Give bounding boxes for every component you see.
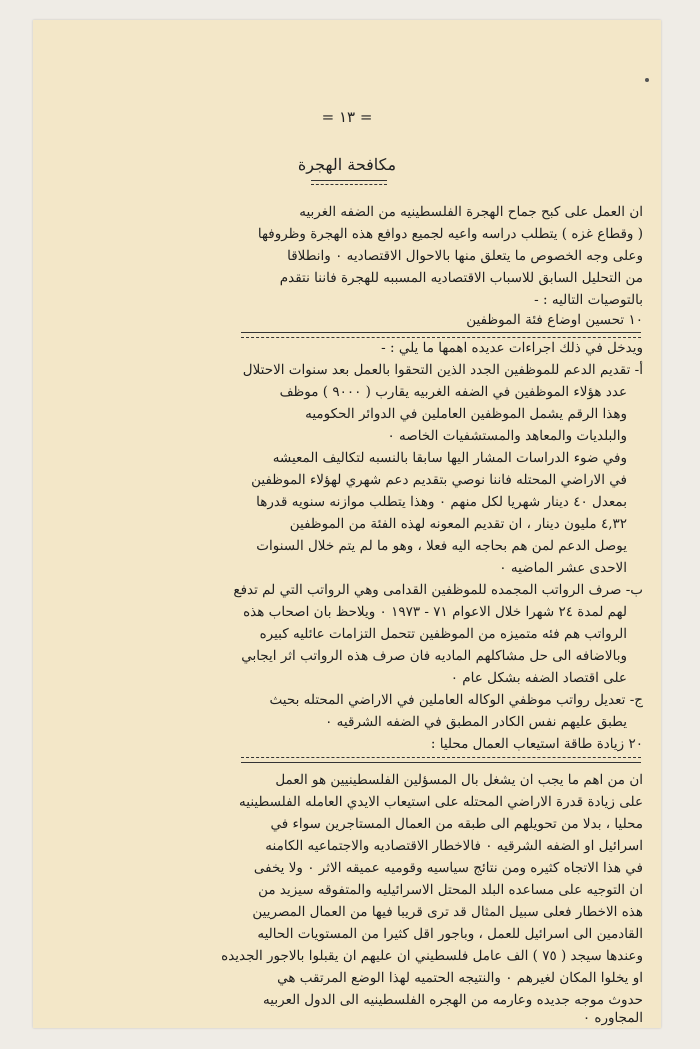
section1-line: على اقتصاد الضفه بشكل عام ٠ bbox=[450, 670, 627, 686]
section2-line: ان من اهم ما يجب ان يشغل بال المسؤلين الفلسطينيين هو العمل bbox=[275, 772, 643, 788]
section1-line: عدد هؤلاء الموظفين في الضفه الغربيه يقارب ( ٩٠٠٠ ) موظف bbox=[279, 384, 627, 400]
intro-line: وعلى وجه الخصوص ما يتعلق منها بالاحوال الاقتصاديه ٠ وانطلاقا bbox=[287, 248, 643, 264]
section1-line: في الاراضي المحتله فاننا نوصي بتقديم دعم شهري لهؤلاء الموظفين bbox=[251, 472, 627, 488]
section-heading-2: ٢٠ زيادة طاقة استيعاب العمال محليا : bbox=[430, 736, 643, 752]
intro-line: ( وقطاع غزه ) يتطلب دراسه واعيه لجميع دوافع هذه الهجرة وظروفها bbox=[257, 226, 643, 242]
document-page bbox=[33, 20, 661, 1028]
section1-line: ج- تعديل رواتب موظفي الوكاله العاملين في الاراضي المحتله بحيث bbox=[269, 692, 643, 708]
section1-line: وفي ضوء الدراسات المشار اليها سابقا بالنسبه لتكاليف المعيشه bbox=[272, 450, 627, 466]
page-number: = ١٣ = bbox=[321, 108, 373, 126]
intro-line: ان العمل على كبح جماح الهجرة الفلسطينيه من الضفه الغربيه bbox=[299, 204, 643, 220]
intro-line: من التحليل السابق للاسباب الاقتصاديه المسببه للهجرة فاننا نتقدم bbox=[279, 270, 643, 286]
section1-line: وهذا الرقم يشمل الموظفين العاملين في الدوائر الحكوميه bbox=[305, 406, 627, 422]
section2-line: على زيادة قدرة الاراضي المحتله على استيعاب الايدي العامله الفلسطينيه bbox=[239, 794, 643, 810]
section1-line: لهم لمدة ٢٤ شهرا خلال الاعوام ٧١ - ١٩٧٣ ٠ ويلاحظ بان اصحاب هذه bbox=[243, 604, 627, 620]
section1-line: ويدخل في ذلك اجراءات عديده اهمها ما يلي : - bbox=[381, 340, 643, 356]
section1-line: الاحدى عشر الماضيه ٠ bbox=[499, 560, 627, 576]
section2-line: اسرائيل او الضفه الشرقيه ٠ فالاخطار الاقتصاديه والاجتماعيه الكامنه bbox=[265, 838, 643, 854]
section2-line: هذه الاخطار فعلى سبيل المثال قد ترى قريبا فيها من العمال المصريين bbox=[252, 904, 643, 920]
section2-line: محليا ، بدلا من تحويلهم الى طبقه من العمال المستاجرين سواء في bbox=[270, 816, 643, 832]
page-title: مكافحة الهجرة bbox=[297, 155, 397, 174]
intro-line: بالتوصيات التاليه : - bbox=[534, 292, 643, 308]
section2-line: او يخلوا المكان لغيرهم ٠ والنتيجه الحتميه لهذا الوضع المرتقب هي bbox=[277, 970, 643, 986]
section2-line: في هذا الاتجاه كثيره ومن نتائج سياسيه وقوميه عميقه الاثر ٠ ولا يخفى bbox=[253, 860, 643, 876]
section1-line: يوصل الدعم لمن هم بحاجه اليه فعلا ، وهو ما لم يتم خلال السنوات bbox=[256, 538, 627, 554]
heading-rule-dashed bbox=[241, 757, 641, 758]
title-underline-dashed bbox=[311, 184, 387, 185]
section1-line: وبالاضافه الى حل مشاكلهم الماديه فان صرف هذه الرواتب اثر ايجابي bbox=[241, 648, 627, 664]
title-underline bbox=[311, 180, 387, 181]
heading-rule-dashed bbox=[241, 337, 641, 338]
section1-line: يطبق عليهم نفس الكادر المطبق في الضفه الشرقيه ٠ bbox=[325, 714, 627, 730]
heading-rule bbox=[241, 332, 641, 333]
section-heading-1: ١٠ تحسين اوضاع فئة الموظفين bbox=[466, 312, 643, 328]
section2-line: ان التوجيه على مساعده البلد المحتل الاسرائيليه والمتفوقه سيزيد من bbox=[258, 882, 643, 898]
section1-line: ب- صرف الرواتب المجمده للموظفين القدامى وهي الرواتب التي لم تدفع bbox=[233, 582, 643, 598]
ink-mark bbox=[645, 78, 649, 82]
section2-line: المجاوره ٠ bbox=[582, 1010, 643, 1026]
section2-line: وعندها سيجد ( ٧٥ ) الف عامل فلسطيني ان عليهم ان يقبلوا بالاجور الجديده bbox=[221, 948, 643, 964]
section2-line: القادمين الى اسرائيل للعمل ، وباجور اقل كثيرا من المستويات الحاليه bbox=[257, 926, 643, 942]
section2-line: حدوث موجه جديده وعارمه من الهجره الفلسطينيه الى الدول العربيه bbox=[263, 992, 643, 1008]
section1-line: بمعدل ٤٠ دينار شهريا لكل منهم ٠ وهذا يتطلب موازنه سنويه قدرها bbox=[256, 494, 627, 510]
heading-rule bbox=[241, 762, 641, 763]
section1-line: الرواتب هم فئه متميزه من الموظفين تتحمل التزامات عائليه كبيره bbox=[259, 626, 627, 642]
section1-line: ٤,٣٢ مليون دينار ، ان تقديم المعونه لهذه الفئة من الموظفين bbox=[289, 516, 627, 532]
section1-line: أ- تقديم الدعم للموظفين الجدد الذين التحقوا بالعمل بعد سنوات الاحتلال bbox=[242, 362, 643, 378]
section1-line: والبلديات والمعاهد والمستشفيات الخاصه ٠ bbox=[387, 428, 627, 444]
